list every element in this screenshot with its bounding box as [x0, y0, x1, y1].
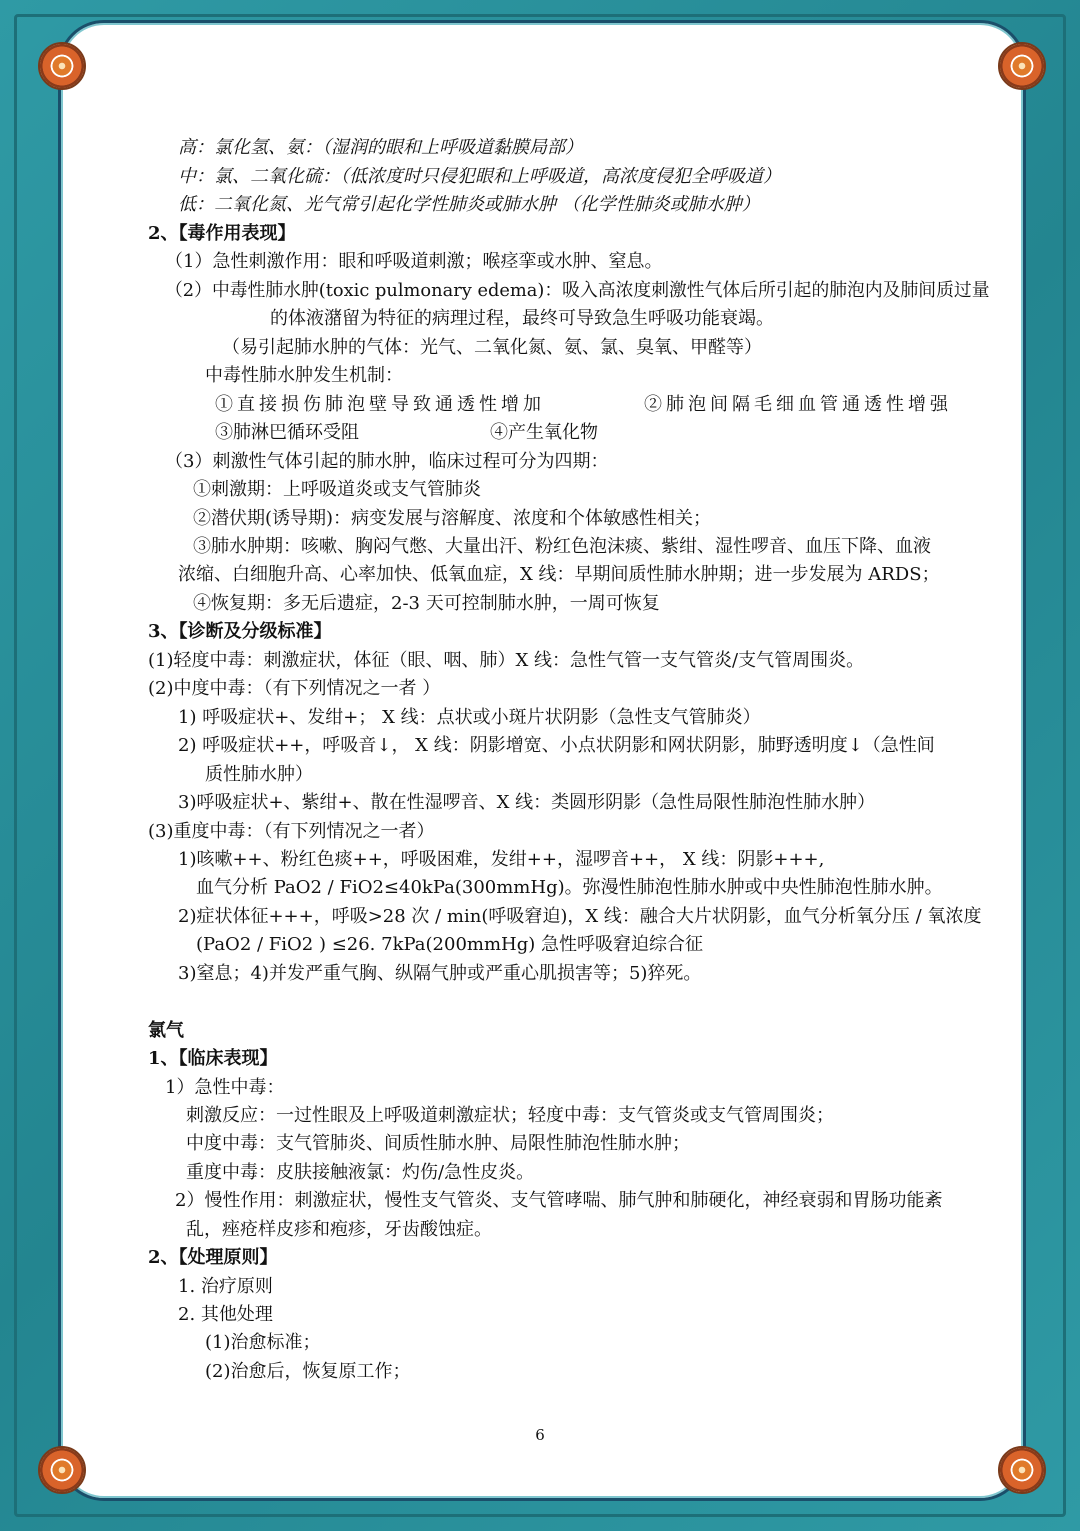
text-line: (2)治愈后，恢复原工作； [205, 1361, 411, 1382]
text-line: (1)轻度中毒：刺激症状，体征（眼、咽、肺）X 线：急性气管一支气管炎/支气管周围炎。 [148, 650, 865, 671]
text-line: 1）急性中毒： [165, 1077, 285, 1098]
text-line: 2. 其他处理 [178, 1304, 273, 1325]
section-heading: 3、【诊断及分级标准】 [148, 621, 332, 642]
text-line: ④恢复期：多无后遗症，2-3 天可控制肺水肿，一周可恢复 [193, 593, 660, 614]
text-line: ①刺激期：上呼吸道炎或支气管肺炎 [193, 479, 481, 500]
section-heading: 2、【处理原则】 [148, 1247, 278, 1268]
text-line: (PaO2 / FiO2 ) ≤26. 7kPa(200mmHg) 急性呼吸窘迫综合征 [196, 934, 703, 955]
text-line: （2）中毒性肺水肿(toxic pulmonary edema)：吸入高浓度刺激性气体后所引起的肺泡内及肺间质过量 [165, 280, 990, 301]
text-line: 2）慢性作用：刺激症状，慢性支气管炎、支气管哮喘、肺气肿和肺硬化，神经衰弱和胃肠功能紊 [175, 1190, 943, 1211]
text-line: (3)重度中毒：（有下列情况之一者） [148, 821, 435, 842]
text-line: (2)中度中毒：（有下列情况之一者 ） [148, 678, 441, 699]
text-line: 乱，痤疮样皮疹和疱疹，牙齿酸蚀症。 [186, 1219, 492, 1240]
text-line: 中度中毒：支气管肺炎、间质性肺水肿、局限性肺泡性肺水肿； [186, 1133, 690, 1154]
text-line: （3）刺激性气体引起的肺水肿，临床过程可分为四期： [165, 451, 609, 472]
text-line: 血气分析 PaO2 / FiO2≤40kPa(300mmHg)。弥漫性肺泡性肺水肿或中央性肺泡性肺水肿。 [196, 877, 943, 898]
text-line: 重度中毒：皮肤接触液氯：灼伤/急性皮炎。 [186, 1162, 535, 1183]
text-line: 高：氯化氢、氨：（湿润的眼和上呼吸道黏膜局部） [178, 137, 583, 158]
text-line: ①直接损伤肺泡壁导致通透性增加 [215, 394, 545, 415]
text-line: 2)症状体征+++，呼吸>28 次 / min(呼吸窘迫)，X 线：融合大片状阴影，血气分析氧分压 / 氧浓度 [178, 906, 982, 927]
text-line: (1)治愈标准； [205, 1332, 321, 1353]
text-line: 1. 治疗原则 [178, 1276, 273, 1297]
text-line: （1）急性刺激作用：眼和呼吸道刺激；喉痉挛或水肿、窒息。 [165, 251, 663, 272]
text-line: 浓缩、白细胞升高、心率加快、低氧血症，X 线：早期间质性肺水肿期；进一步发展为 ARDS； [178, 564, 940, 585]
text-line: 刺激反应：一过性眼及上呼吸道刺激症状；轻度中毒：支气管炎或支气管周围炎； [186, 1105, 834, 1126]
section-heading: 1、【临床表现】 [148, 1048, 278, 1069]
text-line: ④产生氧化物 [490, 422, 598, 443]
page-number: 6 [535, 1426, 545, 1444]
text-line: 的体液潴留为特征的病理过程，最终可导致急生呼吸功能衰竭。 [270, 308, 774, 329]
text-line: 2) 呼吸症状++，呼吸音↓， X 线：阴影增宽、小点状阴影和网状阴影，肺野透明度↓（急性间 [178, 735, 935, 756]
text-line: ③肺淋巴循环受阻 [215, 422, 359, 443]
text-line: 中毒性肺水肿发生机制： [205, 365, 403, 386]
text-line: 3)窒息；4)并发严重气胸、纵隔气肿或严重心肌损害等；5)猝死。 [178, 963, 702, 984]
text-line: ②肺泡间隔毛细血管通透性增强 [644, 394, 952, 415]
text-line: ②潜伏期(诱导期)：病变发展与溶解度、浓度和个体敏感性相关； [193, 508, 712, 529]
section-heading: 氯气 [148, 1020, 184, 1041]
text-line: 中：氯、二氧化硫：（低浓度时只侵犯眼和上呼吸道，高浓度侵犯全呼吸道） [178, 166, 781, 187]
text-line: 3)呼吸症状+、紫绀+、散在性湿啰音、X 线：类圆形阴影（急性局限性肺泡性肺水肿） [178, 792, 876, 813]
text-line: 低：二氧化氮、光气常引起化学性肺炎或肺水肿 （化学性肺炎或肺水肿） [178, 194, 760, 215]
text-line: ③肺水肿期：咳嗽、胸闷气憋、大量出汗、粉红色泡沫痰、紫绀、湿性啰音、血压下降、血液 [193, 536, 931, 557]
text-line: 1)咳嗽++、粉红色痰++，呼吸困难，发绀++，湿啰音++， X 线：阴影+++, [178, 849, 825, 870]
text-line: 质性肺水肿） [205, 764, 313, 785]
text-line: 1) 呼吸症状+、发绀+； X 线：点状或小斑片状阴影（急性支气管肺炎） [178, 707, 761, 728]
section-heading: 2、【毒作用表现】 [148, 223, 296, 244]
text-line: （易引起肺水肿的气体：光气、二氧化氮、氨、氯、臭氧、甲醛等） [222, 337, 762, 358]
